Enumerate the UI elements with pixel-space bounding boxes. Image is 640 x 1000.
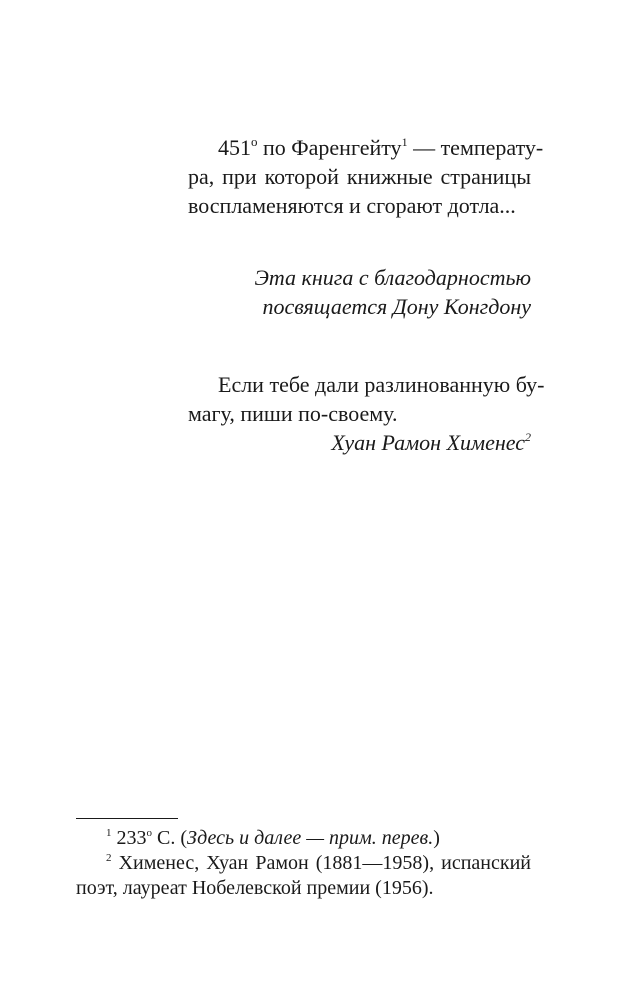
footnote-1 [76, 826, 531, 851]
epigraph [188, 133, 544, 220]
footnote-1-degree: о [146, 827, 152, 839]
epigraph-text-end: — температу- [407, 135, 544, 160]
epigraph-text: по Фаренгейту [257, 135, 402, 160]
epigraph-line-1 [188, 133, 544, 162]
quote-author [188, 428, 531, 457]
dedication-line-2: посвящается Дону Конгдону [262, 294, 531, 319]
quote-line-1: Если тебе дали разлинованную бу- [218, 372, 545, 397]
footnote-2-line-2: поэт, лауреат Нобелевской премии (1956). [76, 877, 434, 899]
footnote-1-marker: 1 [106, 827, 112, 839]
epigraph-line-3: воспламеняются и сгорают дотла... [188, 193, 516, 218]
footnote-ref-2: 2 [525, 430, 531, 444]
dedication-line-1: Эта книга с благодарностью [254, 265, 531, 290]
degree-mark: о [251, 134, 258, 149]
footnote-ref-1: 1 [401, 135, 408, 149]
epigraph-line-2: ра, при которой книжные страницы [188, 164, 531, 189]
footnote-rule [76, 818, 178, 819]
dedication [188, 263, 531, 321]
footnotes [76, 826, 531, 901]
footnote-2-marker: 2 [106, 852, 112, 864]
footnote-2-text: Хименес, Хуан Рамон (1881—1958), испанский [111, 852, 531, 874]
quote-author-name: Хуан Рамон Хименес [331, 430, 525, 455]
footnote-1-close: ) [433, 827, 440, 849]
quote-epigraph [188, 370, 545, 457]
footnote-2-line-1 [76, 851, 531, 876]
quote-line-2: магу, пиши по-своему. [188, 401, 398, 426]
footnote-1-value: 233 [111, 827, 147, 849]
footnote-1-italic-note: Здесь и далее — прим. перев. [187, 827, 434, 849]
footnote-1-unit: С. ( [152, 827, 187, 849]
epigraph-number: 451 [218, 135, 251, 160]
